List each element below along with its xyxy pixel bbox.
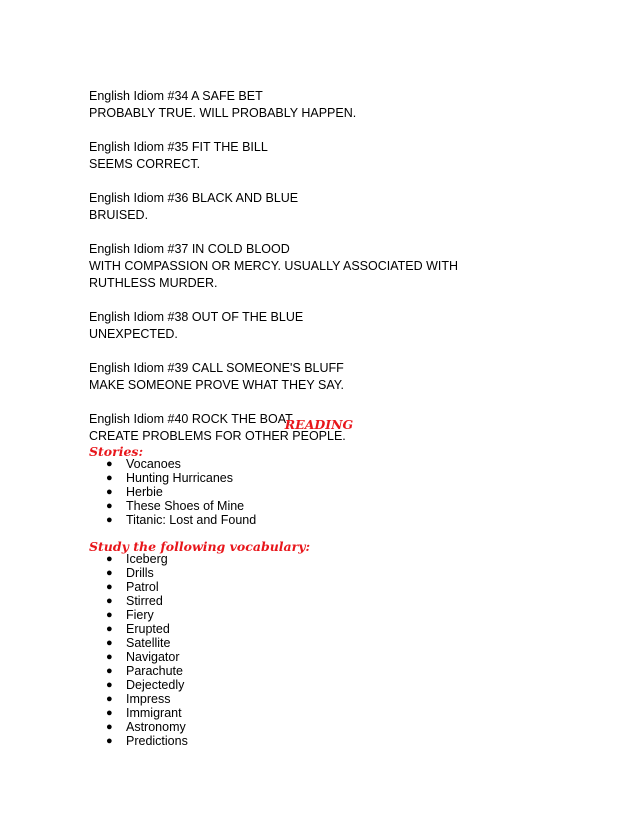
- story-title: Hunting Hurricanes: [126, 471, 233, 485]
- idiom-meaning: UNEXPECTED.: [89, 327, 178, 341]
- list-item: [0, 734, 188, 748]
- list-item: [0, 513, 256, 527]
- bullet-icon: ●: [106, 609, 113, 621]
- list-item: [0, 636, 188, 650]
- idiom-entry: [89, 360, 609, 394]
- list-item: [0, 580, 188, 594]
- vocab-word: Drills: [126, 566, 154, 580]
- vocab-word: Iceberg: [126, 552, 168, 566]
- bullet-icon: ●: [106, 514, 113, 526]
- idiom-meaning: MAKE SOMEONE PROVE WHAT THEY SAY.: [89, 378, 344, 392]
- idiom-heading: English Idiom #40 ROCK THE BOAT: [89, 412, 293, 426]
- list-item: [0, 692, 188, 706]
- bullet-icon: ●: [106, 721, 113, 733]
- idiom-heading: English Idiom #36 BLACK AND BLUE: [89, 191, 299, 205]
- story-title: These Shoes of Mine: [126, 499, 245, 513]
- reading-section-title: READING: [284, 417, 354, 432]
- stories-list: [0, 457, 256, 527]
- bullet-icon: ●: [106, 665, 113, 677]
- bullet-icon: ●: [106, 458, 113, 470]
- idiom-heading: English Idiom #39 CALL SOMEONE'S BLUFF: [89, 361, 344, 375]
- idiom-list: [89, 88, 609, 462]
- bullet-icon: ●: [106, 595, 113, 607]
- idiom-entry: [89, 88, 609, 122]
- list-item: [0, 485, 256, 499]
- bullet-icon: ●: [106, 623, 113, 635]
- idiom-meaning: PROBABLY TRUE. WILL PROBABLY HAPPEN.: [89, 106, 357, 120]
- story-title: Titanic: Lost and Found: [126, 513, 257, 527]
- vocab-word: Immigrant: [126, 706, 182, 720]
- vocabulary-heading: Study the following vocabulary:: [89, 539, 311, 554]
- vocab-word: Astronomy: [126, 720, 186, 734]
- vocab-word: Stirred: [126, 594, 163, 608]
- bullet-icon: ●: [106, 637, 113, 649]
- vocab-word: Patrol: [126, 580, 159, 594]
- vocab-word: Navigator: [126, 650, 180, 664]
- idiom-entry: [89, 139, 609, 173]
- idiom-entry: [89, 241, 609, 292]
- list-item: [0, 552, 188, 566]
- story-title: Vocanoes: [126, 457, 181, 471]
- list-item: [0, 720, 188, 734]
- story-title: Herbie: [126, 485, 163, 499]
- idiom-heading: English Idiom #37 IN COLD BLOOD: [89, 242, 290, 256]
- idiom-heading: English Idiom #35 FIT THE BILL: [89, 140, 268, 154]
- vocab-word: Parachute: [126, 664, 183, 678]
- list-item: [0, 706, 188, 720]
- list-item: [0, 608, 188, 622]
- idiom-entry: [89, 190, 609, 224]
- idiom-entry: [89, 309, 609, 343]
- idiom-meaning: CREATE PROBLEMS FOR OTHER PEOPLE.: [89, 429, 346, 443]
- list-item: [0, 499, 256, 513]
- bullet-icon: ●: [106, 472, 113, 484]
- list-item: [0, 678, 188, 692]
- list-item: [0, 566, 188, 580]
- idiom-meaning: BRUISED.: [89, 208, 149, 222]
- stories-heading: Stories:: [89, 444, 144, 459]
- vocabulary-list: [0, 552, 188, 748]
- bullet-icon: ●: [106, 693, 113, 705]
- list-item: [0, 471, 256, 485]
- bullet-icon: ●: [106, 486, 113, 498]
- bullet-icon: ●: [106, 581, 113, 593]
- bullet-icon: ●: [106, 707, 113, 719]
- bullet-icon: ●: [106, 553, 113, 565]
- list-item: [0, 594, 188, 608]
- bullet-icon: ●: [106, 500, 113, 512]
- bullet-icon: ●: [106, 679, 113, 691]
- bullet-icon: ●: [106, 735, 113, 747]
- list-item: [0, 664, 188, 678]
- list-item: [0, 622, 188, 636]
- idiom-heading: English Idiom #38 OUT OF THE BLUE: [89, 310, 304, 324]
- bullet-icon: ●: [106, 651, 113, 663]
- vocab-word: Erupted: [126, 622, 170, 636]
- idiom-meaning: SEEMS CORRECT.: [89, 157, 201, 171]
- vocab-word: Fiery: [126, 608, 154, 622]
- idiom-meaning: WITH COMPASSION OR MERCY. USUALLY ASSOCIATED WITH RUTHLESS MURDER.: [89, 259, 459, 290]
- vocab-word: Predictions: [126, 734, 188, 748]
- idiom-heading: English Idiom #34 A SAFE BET: [89, 89, 263, 103]
- vocab-word: Dejectedly: [126, 678, 185, 692]
- bullet-icon: ●: [106, 567, 113, 579]
- vocab-word: Satellite: [126, 636, 171, 650]
- list-item: [0, 457, 256, 471]
- list-item: [0, 650, 188, 664]
- vocab-word: Impress: [126, 692, 171, 706]
